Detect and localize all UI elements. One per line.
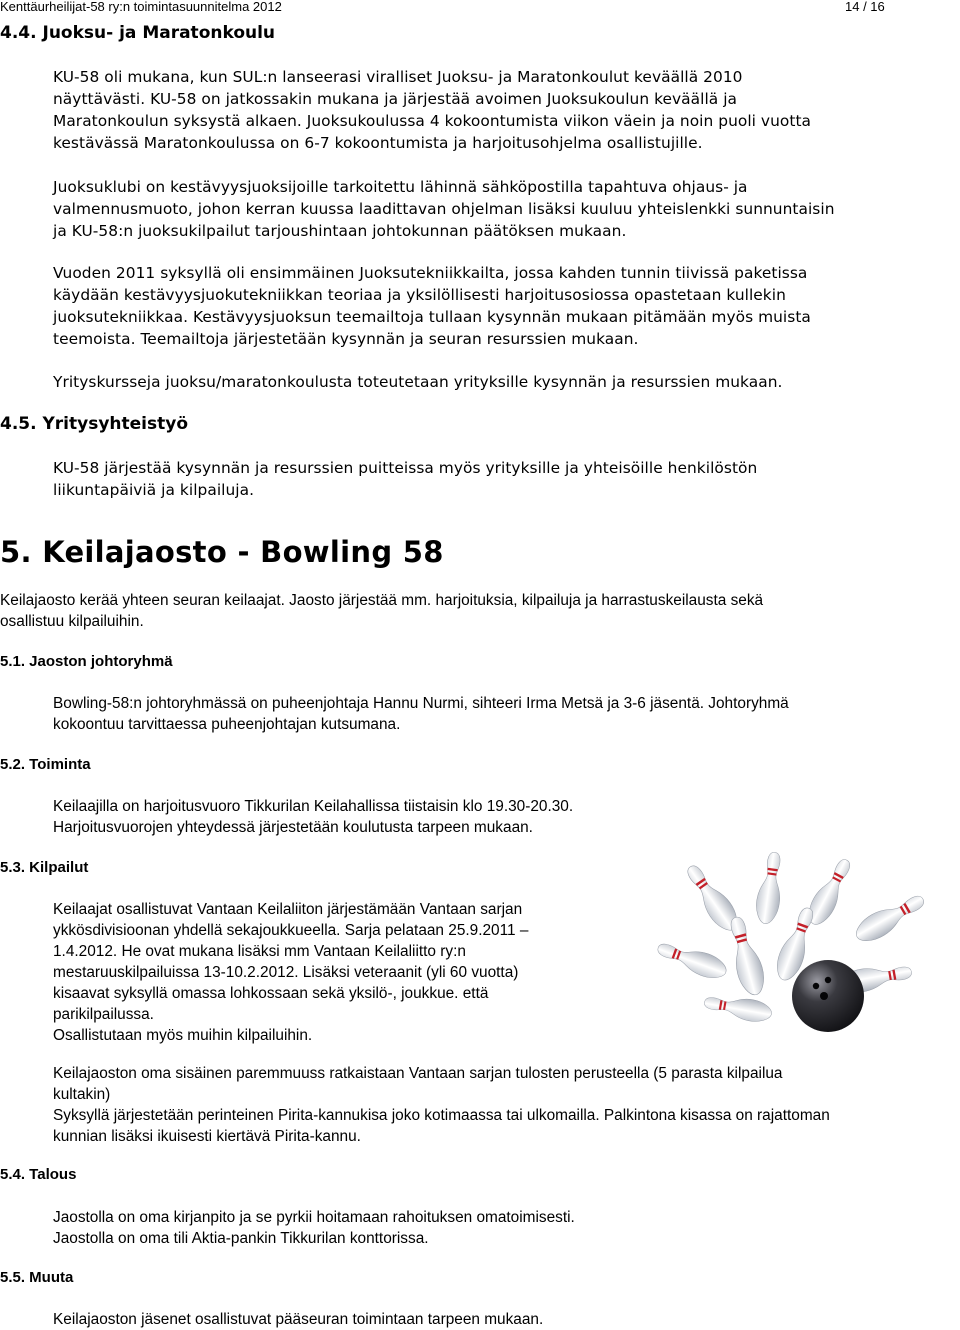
section-5-3-paragraph-1 xyxy=(53,899,528,1046)
section-4-4-paragraph-3 xyxy=(53,262,811,350)
text-line: valmennusmuoto, johon kerran kuussa laadittavan ohjelman lisäksi kuuluu yhteislenkki sunnuntaisin xyxy=(53,200,835,218)
text-line: ja KU-58:n juoksukilpailut tarjoushintaan johtokunnan päätöksen mukaan. xyxy=(53,222,627,240)
text-line: käydään kestävyysjuokutekniikkan teoriaa ja yksilöllisesti harjoitusosiossa opastetaan kullekin xyxy=(53,286,786,304)
text-line: KU-58 järjestää kysynnän ja resurssien puitteissa myös yrityksille ja yhteisöille henkilöstön xyxy=(53,459,758,477)
text-line: liikuntapäiviä ja kilpailuja. xyxy=(53,481,255,499)
text-line: Yrityskursseja juoksu/maratonkoulusta toteutetaan yrityksille kysynnän ja resurssien mukaan. xyxy=(53,373,783,391)
section-5-3-heading: 5.3. Kilpailut xyxy=(0,859,89,876)
section-4-4-paragraph-4 xyxy=(53,371,782,393)
section-4-4-heading: 4.4. Juoksu- ja Maratonkoulu xyxy=(0,23,276,43)
section-5-5-paragraph xyxy=(53,1309,543,1330)
text-line: teemoista. Teemailtoja järjestetään kysynnän ja seuran resurssien mukaan. xyxy=(53,330,639,348)
section-5-1-heading: 5.1. Jaoston johtoryhmä xyxy=(0,653,173,670)
text-line: juoksutekniikkaa. Kestävyysjuoksun teemailtoja tullaan kysynnän mukaan pitämään myös muista xyxy=(53,308,811,326)
text-line: kisaavat syksyllä omassa lohkossaan sekä yksilö-, joukkue. että xyxy=(53,985,489,1002)
section-5-1-paragraph xyxy=(53,693,789,735)
page-number: 14 / 16 xyxy=(845,0,885,14)
text-line: Jaostolla on oma tili Aktia-pankin Tikkurilan konttorissa. xyxy=(53,1230,429,1247)
bowling-ball xyxy=(792,960,864,1032)
section-4-4-paragraph-1 xyxy=(53,66,811,154)
text-line: Keilaajilla on harjoitusvuoro Tikkurilan Keilahallissa tiistaisin klo 19.30-20.30. xyxy=(53,798,574,815)
text-line: Osallistutaan myös muihin kilpailuihin. xyxy=(53,1027,313,1044)
section-5-3-paragraph-2 xyxy=(53,1063,830,1147)
text-line: Keilajaoston jäsenet osallistuvat pääseuran toimintaan tarpeen mukaan. xyxy=(53,1311,544,1328)
text-line: Keilaajat osallistuvat Vantaan Keilaliiton järjestämään Vantaan sarjan xyxy=(53,901,523,918)
text-line: ykkösdivisioonan yhdellä sekajoukkueella. Sarja pelataan 25.9.2011 – xyxy=(53,922,529,939)
section-5-heading: 5. Keilajaosto - Bowling 58 xyxy=(0,535,444,569)
text-line: Juoksuklubi on kestävyysjuoksijoille tarkoitettu lähinnä sähköpostilla tapahtuva ohjaus- ja xyxy=(53,178,748,196)
text-line: kunnian lisäksi ikuisesti kiertävä Pirita-kannu. xyxy=(53,1128,361,1145)
section-5-2-heading: 5.2. Toiminta xyxy=(0,756,91,773)
text-line: osallistuu kilpailuihin. xyxy=(0,613,144,630)
text-line: 1.4.2012. He ovat mukana lisäksi mm Vantaan Keilaliitto ry:n xyxy=(53,943,466,960)
text-line: mestaruuskilpailuissa 13-10.2.2012. Lisäksi veteraanit (yli 60 vuotta) xyxy=(53,964,519,981)
text-line: kokoontuu tarvittaessa puheenjohtajan kutsumana. xyxy=(53,716,401,733)
section-4-5-heading: 4.5. Yritysyhteistyö xyxy=(0,414,189,434)
section-5-2-paragraph xyxy=(53,796,573,838)
text-line: Syksyllä järjestetään perinteinen Pirita-kannukisa joko kotimaassa tai ulkomailla. Palkintona kisassa on rajattoman xyxy=(53,1107,830,1124)
section-5-5-heading: 5.5. Muuta xyxy=(0,1269,74,1286)
text-line: parikilpailussa. xyxy=(53,1006,154,1023)
text-line: Jaostolla on oma kirjanpito ja se pyrkii hoitamaan rahoituksen omatoimisesti. xyxy=(53,1209,575,1226)
text-line: Keilajaosto kerää yhteen seuran keilaajat. Jaosto järjestää mm. harjoituksia, kilpailuja ja harrastuskeilausta sekä xyxy=(0,592,764,609)
text-line: Harjoitusvuorojen yhteydessä järjestetään koulutusta tarpeen mukaan. xyxy=(53,819,533,836)
text-line: näyttävästi. KU-58 on jatkossakin mukana ja järjestää avoimen Juoksukoulun keväällä ja xyxy=(53,90,738,108)
section-5-4-heading: 5.4. Talous xyxy=(0,1166,77,1183)
section-5-4-paragraph xyxy=(53,1207,575,1249)
text-line: Bowling-58:n johtoryhmässä on puheenjohtaja Hannu Nurmi, sihteeri Irma Metsä ja 3-6 jäsentä. Johtoryhmä xyxy=(53,695,789,712)
section-4-5-paragraph xyxy=(53,457,757,501)
bowling-pins xyxy=(654,851,929,1025)
text-line: Vuoden 2011 syksyllä oli ensimmäinen Juoksutekniikkailta, jossa kahden tunnin tiivissä paketissa xyxy=(53,264,808,282)
text-line: KU-58 oli mukana, kun SUL:n lanseerasi viralliset Juoksu- ja Maratonkoulut keväällä 2010 xyxy=(53,68,743,86)
bowling-pins-and-ball-image xyxy=(640,848,940,1048)
section-4-4-paragraph-2 xyxy=(53,176,835,242)
text-line: Maratonkoulun syksystä alkaen. Juoksukoulussa 4 kokoontumista viikon väein ja noin puoli vuotta xyxy=(53,112,812,130)
text-line: kestävässä Maratonkoulussa on 6-7 kokoontumista ja harjoitusohjelma osallistujille. xyxy=(53,134,703,152)
running-header-title: Kenttäurheilijat-58 ry:n toimintasuunnitelma 2012 xyxy=(0,0,282,14)
text-line: Keilajaoston oma sisäinen paremmuuss ratkaistaan Vantaan sarjan tulosten perusteella (5 parasta kilpailua xyxy=(53,1065,783,1082)
text-line: kultakin) xyxy=(53,1086,111,1103)
section-5-intro xyxy=(0,590,763,632)
